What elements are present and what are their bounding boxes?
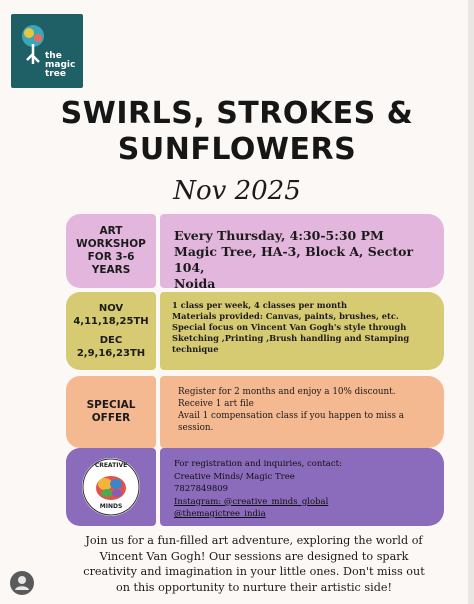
page-title: SWIRLS, STROKES & SUNFLOWERS xyxy=(60,96,414,167)
instagram-link[interactable]: Instagram: @creative_minds_global xyxy=(174,496,329,507)
schedule-details: Every Thursday, 4:30-5:30 PM Magic Tree, HA-3, Block A, Sector 104, Noida xyxy=(160,214,444,288)
logo-text: the magic tree xyxy=(45,51,76,79)
footer-text: Join us for a fun-filled art adventure, exploring the world of Vincent Van Gogh! Our sessions are designed to spark creativity and imagination in your little ones. Don't miss out on this opportunity to nurture their artistic side! xyxy=(83,534,425,594)
badge-bottom-text: MINDS xyxy=(99,503,123,510)
creative-minds-badge-panel xyxy=(66,448,156,526)
offer-details: Register for 2 months and enjoy a 10% discount. Receive 1 art file Avail 1 compensation class if you happen to miss a session. xyxy=(160,376,444,448)
user-avatar-icon[interactable] xyxy=(10,571,34,595)
dates-row xyxy=(66,292,444,370)
badge-top-text: CREATIVE xyxy=(94,462,128,469)
contact-details: For registration and inquiries, contact: Creative Minds/ Magic Tree 7827849809 Instagram: @creative_minds_global @themagictree_india xyxy=(160,448,444,526)
offer-row xyxy=(66,376,444,448)
creative-minds-badge xyxy=(82,458,140,516)
dates-label: NOV 4,11,18,25TH DEC 2,9,16,23TH xyxy=(66,292,156,370)
special-offer-label: SPECIAL OFFER xyxy=(66,376,156,448)
instagram-link-2[interactable]: @themagictree_india xyxy=(174,509,266,519)
scrollbar-track[interactable] xyxy=(468,0,474,604)
class-details: 1 class per week, 4 classes per month Materials provided: Canvas, paints, brushes, etc. Special focus on Vincent Van Gogh's style through Sketching ,Printing ,Brush handling and Stamping technique xyxy=(160,292,444,370)
magic-tree-logo xyxy=(11,14,83,88)
workshop-row xyxy=(66,214,444,291)
contact-row xyxy=(66,448,444,526)
workshop-label: ART WORKSHOP FOR 3-6 YEARS xyxy=(66,214,156,288)
month-subtitle: Nov 2025 xyxy=(173,176,301,206)
avatar-glyph xyxy=(10,571,34,595)
